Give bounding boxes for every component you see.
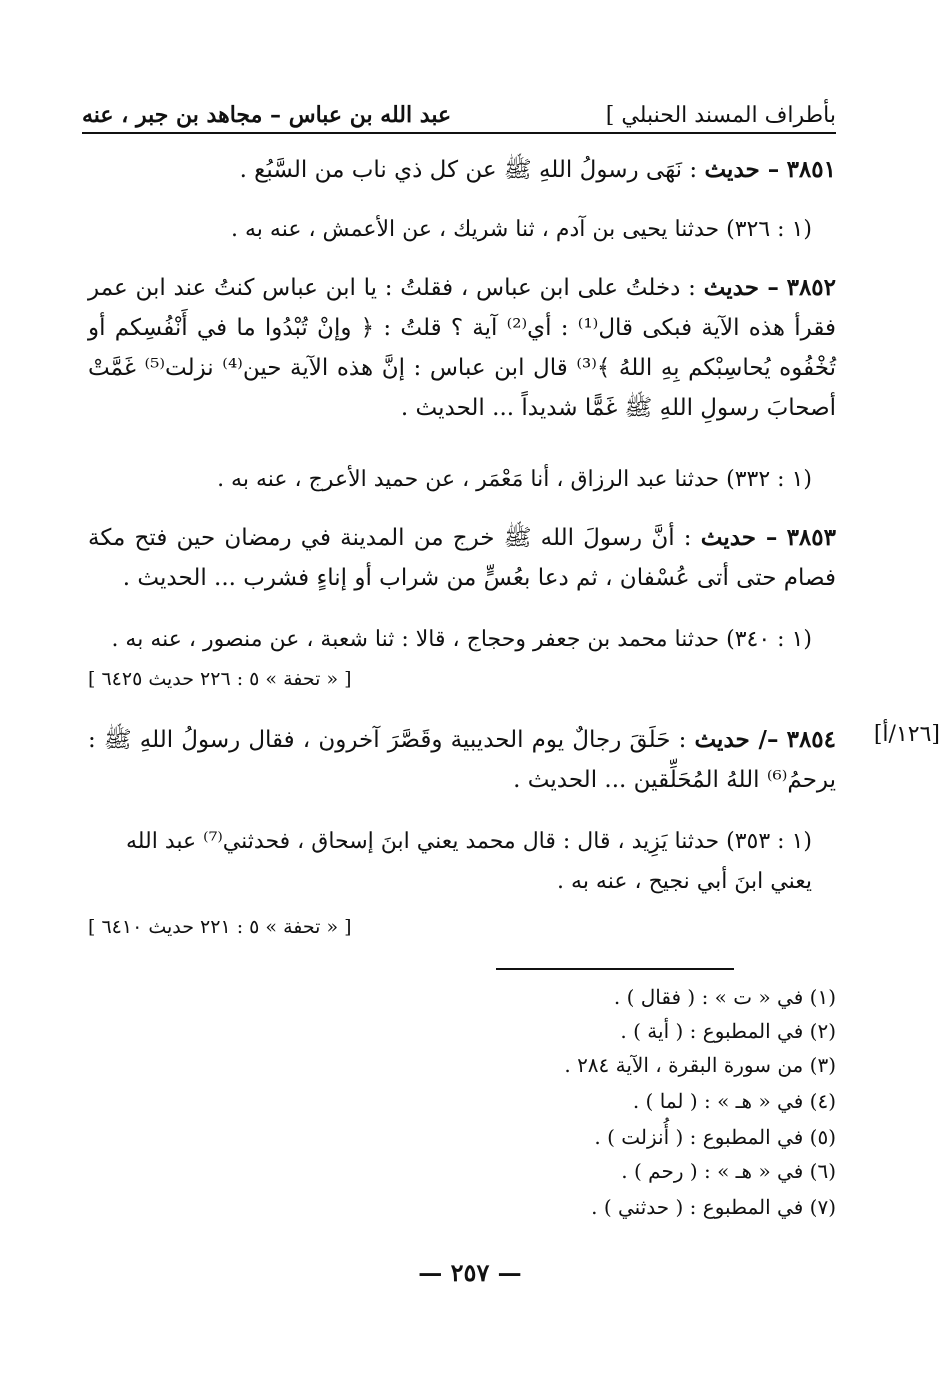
manuscript-folio-note: [١٢٦/أ]: [873, 722, 940, 747]
tuhfa-reference: [ « تحفة » ٥ : ٢٢١ حديث ٦٤١٠ ]: [88, 916, 352, 938]
hadith-text: : دخلتُ على ابن عباس ، فقلتُ : يا ابن عباس كنتُ عند ابن عمر فقرأ هذه الآية فبكى قال⁽¹⁾ : أي⁽²⁾ آية ؟ قلتُ : ﴿ وإنْ تُبْدُوا ما في أَنْفُسِكم أو تُخْفُوه يُحاسِبْكم بِهِ اللهُ ﴾⁽³⁾ قال ابن عباس : إنَّ هذه الآية حين⁽⁴⁾ نزلت⁽⁵⁾ غَمَّتْ أصحابَ رسولِ اللهِ ﷺ غَمًّا شديداً ... الحديث .: [88, 275, 837, 421]
hadith-3851: [88, 150, 836, 190]
hadith-number: ٣٨٥٤: [786, 726, 837, 753]
footnote-3: (٣) من سورة البقرة ، الآية ٢٨٤ .: [564, 1053, 836, 1077]
footnote-divider: [496, 968, 734, 970]
footnote-1: (١) في « ت » : ( فقال ) .: [613, 985, 836, 1009]
running-title: بأطراف المسند الحنبلي ]: [605, 103, 836, 128]
footnote-4: (٤) في « هـ » : ( لما ) .: [632, 1089, 836, 1113]
hadith-label: – حديث: [704, 156, 780, 183]
hadith-3853: [88, 518, 836, 598]
footnote-6: (٦) في « هـ » : ( رحم ) .: [621, 1159, 836, 1183]
hadith-label: – حديث: [703, 274, 779, 301]
hadith-3852: [88, 268, 836, 428]
hadith-3853-source: (١ : ٣٤٠) حدثنا محمد بن جعفر وحجاج ، قالا : ثنا شعبة ، عن منصور ، عنه به .: [111, 627, 812, 652]
hadith-3852-source: (١ : ٣٣٢) حدثنا عبد الرزاق ، أنا مَعْمَر ، عن حميد الأعرج ، عنه به .: [217, 467, 812, 492]
hadith-number: ٣٨٥٢: [786, 274, 837, 301]
hadith-3851-source: (١ : ٣٢٦) حدثنا يحيى بن آدم ، ثنا شريك ، عن الأعمش ، عنه به .: [231, 217, 812, 242]
hadith-text: : أنَّ رسولَ الله ﷺ خرج من المدينة في رمضان حين فتح مكة فصام حتى أتى عُسْفان ، ثم دعا بعُسٍّ من شراب أو إناءٍ فشرب ... الحديث .: [88, 525, 836, 591]
hadith-number: ٣٨٥١: [786, 156, 836, 183]
page-number: — ٢٥٧ —: [418, 1258, 522, 1287]
hadith-text: : حَلَقَ رجالٌ يوم الحديبية وقَصَّرَ آخرون ، فقال رسولُ اللهِ ﷺ : يرحمُ⁽⁶⁾ اللهُ المُحَلِّقين ... الحديث .: [88, 727, 836, 793]
header-divider: [82, 132, 836, 134]
hadith-label: – حديث: [700, 524, 778, 551]
footnote-2: (٢) في المطبوع : ( أية ) .: [620, 1019, 836, 1043]
running-header: [82, 96, 836, 128]
tuhfa-reference: [ « تحفة » ٥ : ٢٢٦ حديث ٦٤٢٥ ]: [88, 668, 352, 690]
footnote-7: (٧) في المطبوع : ( حدثني ) .: [591, 1195, 836, 1219]
section-title: [82, 102, 451, 128]
section-rest: – مجاهد بن جبر ، عنه: [82, 102, 282, 128]
section-name: عبد الله بن عباس: [288, 102, 452, 128]
hadith-label: –/ حديث: [694, 726, 779, 753]
hadith-text: : نَهَى رسولُ اللهِ ﷺ عن كل ذي ناب من السَّبُع .: [239, 157, 698, 183]
footnote-5: (٥) في المطبوع : ( أُنزلت ) .: [594, 1125, 836, 1149]
hadith-3854-source: (١ : ٣٥٣) حدثنا يَزِيد ، قال : قال محمد يعني ابنَ إسحاق ، فحدثني⁽⁷⁾ عبد الله يعني ابنَ أبي نجيح ، عنه به .: [125, 829, 812, 894]
hadith-3854: [88, 720, 836, 800]
hadith-number: ٣٨٥٣: [786, 524, 836, 551]
